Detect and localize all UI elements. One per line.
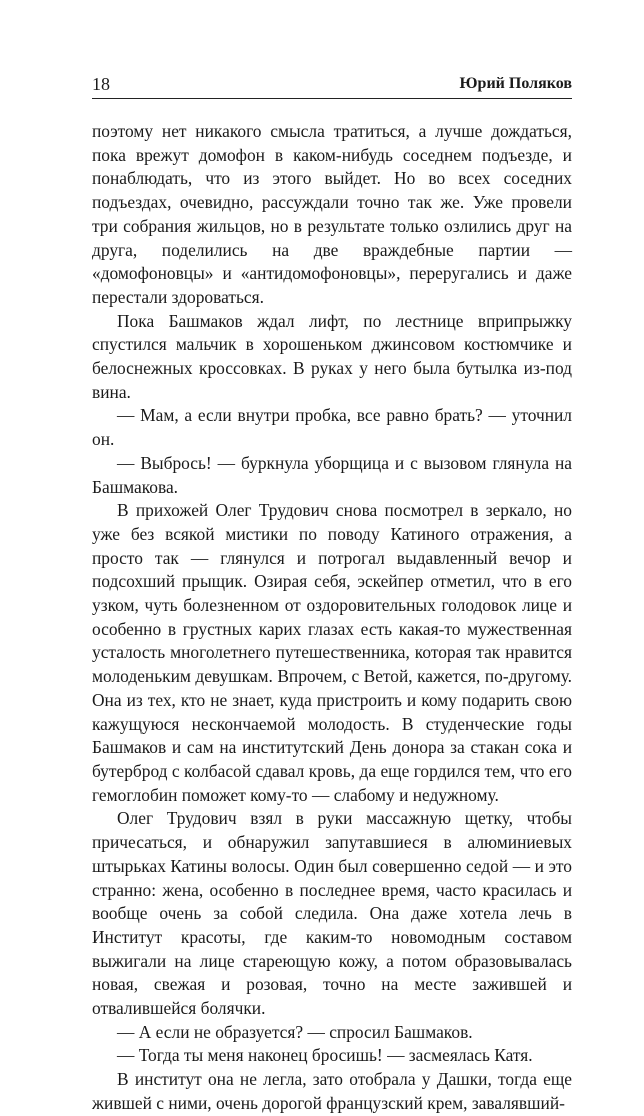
paragraph: поэтому нет никакого смысла тратиться, а лучше дождаться, пока врежут домофон в каком-нибудь соседнем подъезде, и понаблюдать, что из этого выйдет. Но во всех соседних подъездах, очевидно, рассуждали точно так же. Уже провели три собрания жильцов, но в результате только озлились друг на друга, поделились на две враждебные партии — «домофоновцы» и «антидомофоновцы», переругались и даже перестали здороваться. bbox=[92, 121, 572, 307]
paragraph: — Тогда ты меня наконец бросишь! — засмеялась Катя. bbox=[117, 1045, 533, 1066]
paragraph: Олег Трудович взял в руки массажную щетку, чтобы причесаться, и обнаружил запутавшиеся в алюминиевых штырьках Катины волосы. Один был совершенно седой — и это странно: жена, особенно в последнее время, часто красилась и вообще очень за собой следила. Она даже хотела лечь в Институт красоты, где каким-то новомодным составом выжигали на лице стареющую кожу, а потом образовывалась новая, свежая и розовая, точно на месте зажившей и отвалившейся болячки. bbox=[92, 808, 572, 1019]
page-number: 18 bbox=[92, 74, 110, 94]
running-header bbox=[92, 72, 572, 99]
paragraph: Пока Башмаков ждал лифт, по лестнице вприпрыжку спустился мальчик в хорошеньком джинсовом костюмчике и белоснежных кроссовках. В руках у него была бутылка из-под вина. bbox=[92, 310, 572, 402]
paragraph: В прихожей Олег Трудович снова посмотрел в зеркало, но уже без всякой мистики по поводу Катиного отражения, а просто так — глянулся и потрогал выдавленный вечор и подсохший прыщик. Озирая себя, эскейпер отметил, что в его узком, чуть болезненном от оздоровительных голодовок лице и особенно в грустных карих глазах есть какая-то мужественная усталость многолетнего путешественника, которая так нравится молоденьким девушкам. Впрочем, с Ветой, кажется, по-другому. Она из тех, кто не знает, куда пристроить и кому подарить свою кажущуюся нескончаемой молодость. В студенческие годы Башмаков и сам на институтский День донора за стакан сока и бутерброд с колбасой сдавал кровь, да еще гордился тем, что его гемоглобин поможет кому-то — слабому и недужному. bbox=[92, 500, 572, 805]
body-text bbox=[92, 120, 572, 1116]
running-title: Юрий Поляков bbox=[459, 75, 572, 92]
paragraph: — Мам, а если внутри пробка, все равно брать? — уточнил он. bbox=[92, 405, 572, 450]
paragraph: В институт она не легла, зато отобрала у Дашки, тогда еще жившей с ними, очень дорогой французский крем, завалявший- bbox=[92, 1069, 572, 1113]
paragraph: — А если не образуется? — спросил Башмаков. bbox=[117, 1021, 473, 1042]
paragraph: — Выбрось! — буркнула уборщица и с вызовом глянула на Башмакова. bbox=[92, 452, 572, 497]
